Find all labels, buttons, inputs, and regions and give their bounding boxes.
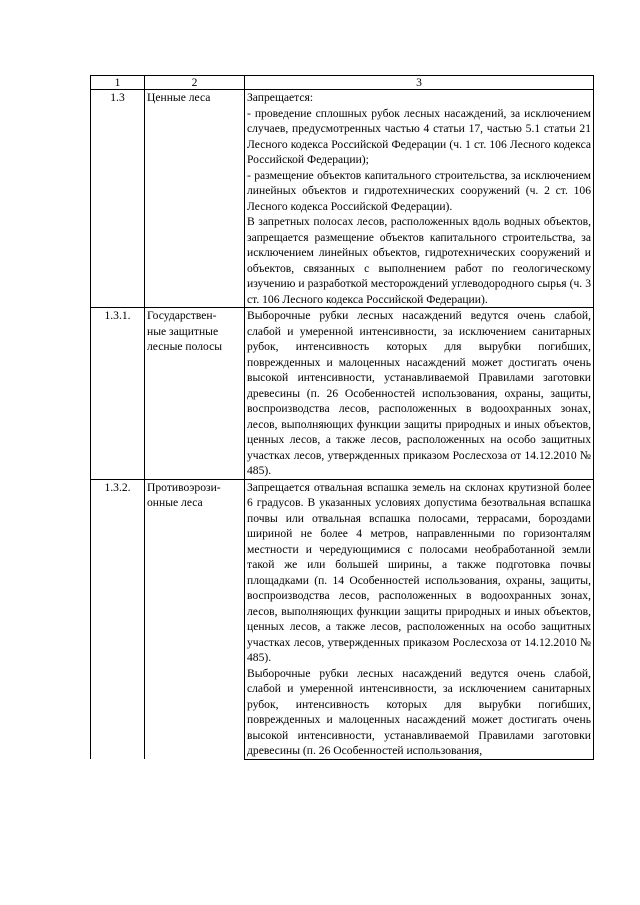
forest-category-name (145, 90, 245, 308)
forest-category-name-line: Государствен- (147, 309, 217, 322)
forest-category-name (145, 308, 245, 480)
forest-category-name-line: Противоэрози- (147, 480, 221, 494)
regulation-paragraph: Запрещается: (247, 91, 314, 104)
header-row (91, 76, 594, 90)
regulation-text (245, 479, 594, 759)
regulation-text (245, 90, 594, 308)
regulation-paragraph: Запрещается отвальная вспашка земель на склонах крутизной более 6 градусов. В указанных условиях допустима безотвальная вспашка почвы или отвальная вспашка полосами, террасами, бороздами шириной не более 4 метров, направленными по горизонталям местности и чередующимися с полосами необработанной земли такой же или большей ширины, а также подготовка почвы площадками (п. 14 Особенностей использования, охраны, защиты, воспроизводства лесов, расположенных в водоохранных зонах, лесов, выполняющих функции защиты природных и иных объектов, ценных лесов, а также лесов, расположенных на особо защитных участках лесов, утвержденных приказом Рослесхоза от 14.12.2010 № 485). (247, 480, 591, 664)
row-number: 1.3.2. (91, 479, 145, 759)
table-row (91, 479, 594, 759)
header-cell-3: 3 (245, 76, 594, 90)
regulation-paragraph: Выборочные рубки лесных насаждений ведутся очень слабой, слабой и умеренной интенсивности, за исключением санитарных рубок, интенсивность которых для вырубки погибших, поврежденных и малоценных насаждений может достигать очень высокой интенсивности, устанавливаемой Правилами заготовки древесины (п. 26 Особенностей использования, охраны, защиты, воспроизводства лесов, расположенных в водоохранных зонах, лесов, выполняющих функции защиты природных и иных объектов, ценных лесов, а также лесов, расположенных на особо защитных участках лесов, утвержденных приказом Рослесхоза от 14.12.2010 № 485). (247, 309, 591, 477)
forest-category-name-line: Ценные леса (147, 91, 211, 104)
row-number: 1.3 (91, 90, 145, 308)
regulation-paragraph: - проведение сплошных рубок лесных насаждений, за исключением случаев, предусмотренных частью 4 статьи 17, частью 5.1 статьи 21 Лесного кодекса Российской Федерации (ч. 1 ст. 106 Лесного кодекса Российской Федерации); (247, 106, 591, 166)
regulation-paragraph: - размещение объектов капитального строительства, за исключением линейных объектов и гидротехнических сооружений (ч. 2 ст. 106 Лесного кодекса Российской Федерации). (247, 168, 591, 213)
header-cell-1: 1 (91, 76, 145, 90)
regulation-text (245, 308, 594, 480)
regulation-paragraph: Выборочные рубки лесных насаждений ведутся очень слабой, слабой и умеренной интенсивности, за исключением санитарных рубок, интенсивность которых для вырубки погибших, поврежденных и малоценных насаждений может достигать очень высокой интенсивности, устанавливаемой Правилами заготовки древесины (п. 26 Особенностей использования, (247, 666, 591, 757)
regulations-table (90, 75, 594, 760)
row-number: 1.3.1. (91, 308, 145, 480)
table-row (91, 308, 594, 480)
forest-category-name-line: ные защитные (147, 324, 219, 338)
table-row (91, 90, 594, 308)
regulation-paragraph: В запретных полосах лесов, расположенных вдоль водных объектов, запрещается размещение объектов капитального строительства, за исключением линейных объектов, гидротехнических сооружений и объектов, связанных с выполнением работ по геологическому изучению и разработкой месторождений углеводородного сырья (ч. 3 ст. 106 Лесного кодекса Российской Федерации). (247, 215, 591, 306)
forest-category-name (145, 479, 245, 759)
forest-category-name-line: лесные полосы (147, 340, 223, 353)
forest-category-name-line: онные леса (147, 496, 203, 509)
header-cell-2: 2 (145, 76, 245, 90)
